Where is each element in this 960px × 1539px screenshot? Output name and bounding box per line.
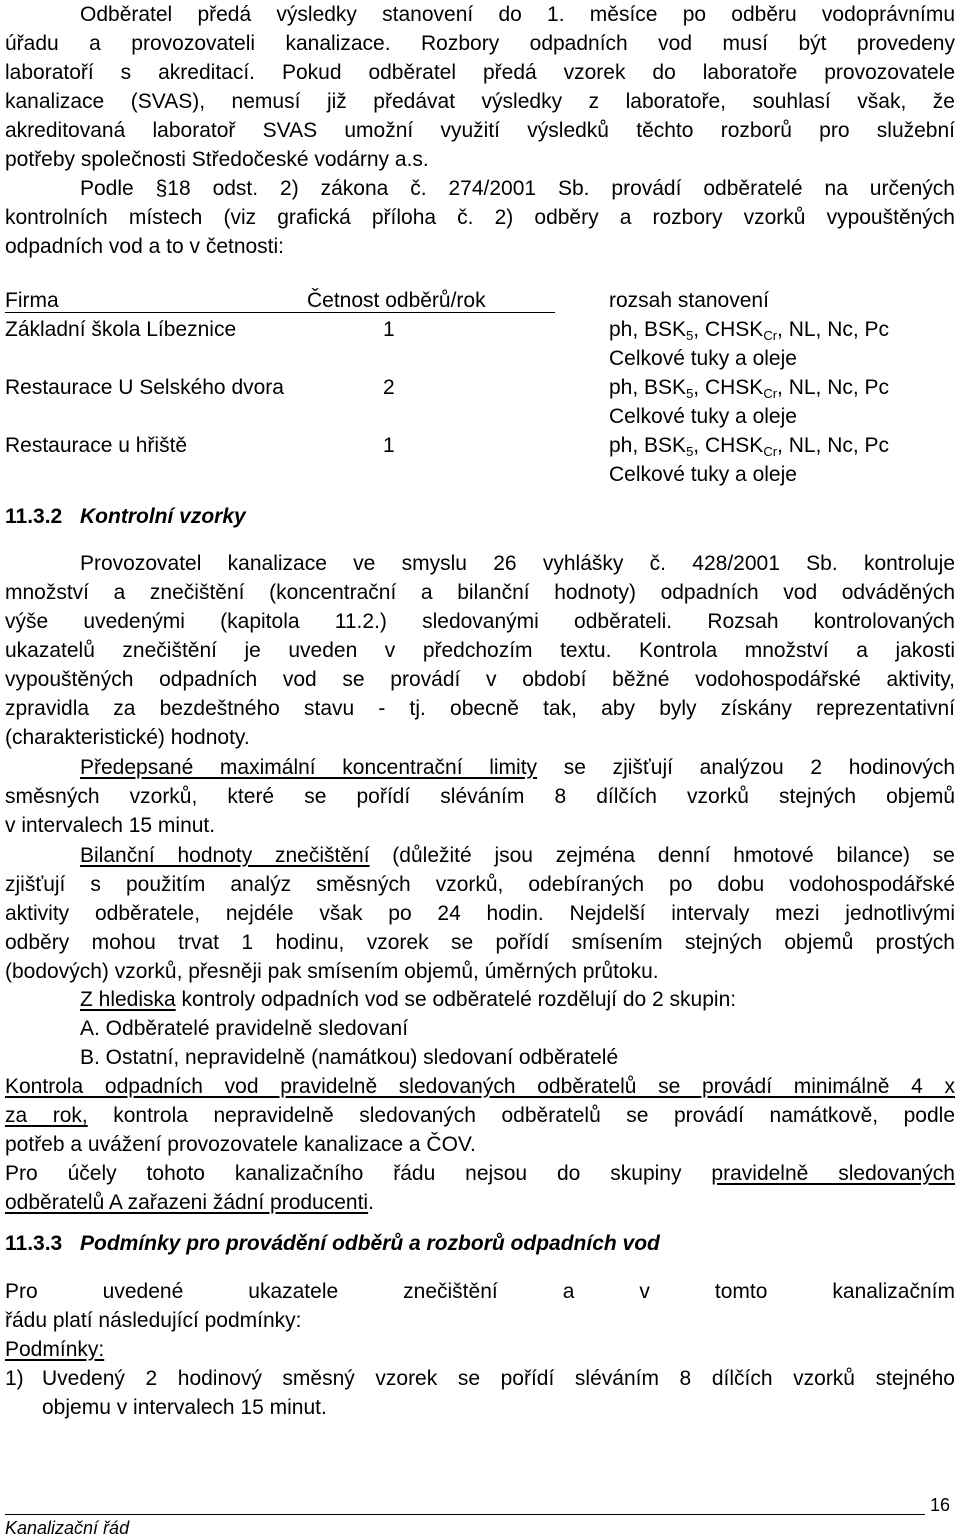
text-line: akreditovaná laboratoř SVAS umožní využití výsledků těchto rozborů pro služební bbox=[5, 119, 955, 142]
underlined-term: Z hlediska bbox=[80, 988, 176, 1011]
underlined-term: Předepsané maximální koncentrační limity bbox=[80, 756, 538, 779]
text-line: kanalizace (SVAS), nemusí již předávat výsledky z laboratoře, souhlasí však, že bbox=[5, 90, 955, 113]
conditions-label: Podmínky: bbox=[5, 1338, 105, 1361]
text-line: zjišťují s použitím analýz směsných vzorků, odebíraných po dobu vodohospodářské bbox=[5, 873, 955, 896]
frequency-value: 1 bbox=[383, 434, 395, 457]
scope-value: ph, $BSK_5$, $CHSK_{Cr}$, NL, Nc, Pc bbox=[609, 376, 890, 401]
text-line: ukazatelů znečištění je uveden v předchozím textu. Kontrola množství a jakosti bbox=[5, 639, 955, 662]
text-line: množství a znečištění (koncentrační a bilanční hodnoty) odpadních vod odváděných bbox=[5, 581, 955, 604]
scope-value-2: Celkové tuky a oleje bbox=[609, 405, 797, 428]
underlined-term: Bilanční hodnoty znečištění bbox=[80, 844, 370, 867]
text-line: potřeby společnosti Středočeské vodárny a.s. bbox=[5, 148, 429, 171]
list-number: 1) bbox=[5, 1367, 24, 1390]
section-title: Podmínky pro provádění odběrů a rozborů odpadních vod bbox=[80, 1232, 660, 1255]
text-line: (charakteristické) hodnoty. bbox=[5, 726, 250, 749]
text-line: Bilanční hodnoty znečištění (důležité jsou zejména denní hmotové bilance) se bbox=[80, 844, 955, 867]
text-line: Pro účely tohoto kanalizačního řádu nejsou do skupiny pravidelně sledovaných bbox=[5, 1162, 955, 1185]
footer-title: Kanalizační řád bbox=[5, 1518, 130, 1538]
text-line: odběratelů A zařazeni žádní producenti. bbox=[5, 1191, 374, 1214]
column-header-firm: Firma bbox=[5, 289, 59, 312]
text-line: úřadu a provozovateli kanalizace. Rozbory odpadních vod musí být provedeny bbox=[5, 32, 955, 55]
text-line: v intervalech 15 minut. bbox=[5, 814, 216, 837]
firm-name: Restaurace u hřiště bbox=[5, 434, 188, 457]
page-number: 16 bbox=[930, 1495, 951, 1515]
scope-value: ph, $BSK_5$, $CHSK_{Cr}$, NL, Nc, Pc bbox=[609, 434, 890, 459]
text-line: odběry mohou trvat 1 hodinu, vzorek se pořídí smísením stejných objemů prostých bbox=[5, 931, 955, 954]
text-line: směsných vzorků, které se pořídí sléváním 8 dílčích vzorků stejných objemů bbox=[5, 785, 955, 808]
text-line: zpravidla za bezdeštného stavu - tj. obecně tak, aby byly získány reprezentativní bbox=[5, 697, 955, 720]
section-number: 11.3.2 bbox=[5, 505, 63, 528]
text-line: aktivity odběratele, nejdéle však po 24 hodin. Nejdelší intervaly mezi jednotlivými bbox=[5, 902, 955, 925]
text-line: řádu platí následující podmínky: bbox=[5, 1309, 302, 1332]
text-line: vypouštěných odpadních vod se provádí v období běžné vodohospodářské aktivity, bbox=[5, 668, 955, 691]
text-line: Pro uvedené ukazatele znečištění a v tomto kanalizačním bbox=[5, 1280, 955, 1303]
column-header-frequency: Četnost odběrů/rok bbox=[307, 289, 486, 312]
scope-value: ph, $BSK_5$, $CHSK_{Cr}$, NL, Nc, Pc bbox=[609, 318, 890, 343]
frequency-value: 2 bbox=[383, 376, 395, 399]
firm-name: Základní škola Líbeznice bbox=[5, 318, 237, 341]
text-line: (bodových) vzorků, přesněji pak smísením objemů, úměrných průtoku. bbox=[5, 960, 659, 983]
text-line: Podle §18 odst. 2) zákona č. 274/2001 Sb. provádí odběratelé na určených bbox=[80, 177, 955, 200]
text-line: objemu v intervalech 15 minut. bbox=[42, 1396, 327, 1419]
frequency-value: 1 bbox=[383, 318, 395, 341]
section-title: Kontrolní vzorky bbox=[80, 505, 246, 528]
header-underline bbox=[5, 312, 555, 313]
text-line: laboratoří s akreditací. Pokud odběratel předá vzorek do laboratoře provozovatele bbox=[5, 61, 955, 84]
text-line: Kontrola odpadních vod pravidelně sledovaných odběratelů se provádí minimálně 4 x bbox=[5, 1075, 955, 1098]
text-line: potřeb a uvážení provozovatele kanalizace a ČOV. bbox=[5, 1133, 476, 1156]
scope-value-2: Celkové tuky a oleje bbox=[609, 463, 797, 486]
text-line: Provozovatel kanalizace ve smyslu 26 vyhlášky č. 428/2001 Sb. kontroluje bbox=[80, 552, 955, 575]
text-line: Z hlediska kontroly odpadních vod se odběratelé rozdělují do 2 skupin: bbox=[80, 988, 737, 1011]
footer-rule bbox=[5, 1514, 925, 1515]
text-line: kontrolních místech (viz grafická příloha č. 2) odběry a rozbory vzorků vypouštěných bbox=[5, 206, 955, 229]
section-number: 11.3.3 bbox=[5, 1232, 63, 1255]
list-item: B. Ostatní, nepravidelně (namátkou) sledovaní odběratelé bbox=[80, 1046, 619, 1069]
scope-value-2: Celkové tuky a oleje bbox=[609, 347, 797, 370]
text-line: odpadních vod a to v četnosti: bbox=[5, 235, 285, 258]
text-line: Uvedený 2 hodinový směsný vzorek se pořídí sléváním 8 dílčích vzorků stejného bbox=[42, 1367, 955, 1390]
list-item: A. Odběratelé pravidelně sledovaní bbox=[80, 1017, 409, 1040]
text-line: výše uvedenými (kapitola 11.2.) sledovanými odběrateli. Rozsah kontrolovaných bbox=[5, 610, 955, 633]
firm-name: Restaurace U Selského dvora bbox=[5, 376, 284, 399]
text-line: za rok, kontrola nepravidelně sledovaných odběratelů se provádí namátkově, podle bbox=[5, 1104, 956, 1127]
column-header-scope: rozsah stanovení bbox=[609, 289, 769, 312]
text-line: Odběratel předá výsledky stanovení do 1. měsíce po odběru vodoprávnímu bbox=[80, 3, 955, 26]
text-line: Předepsané maximální koncentrační limity se zjišťují analýzou 2 hodinových bbox=[80, 756, 955, 779]
